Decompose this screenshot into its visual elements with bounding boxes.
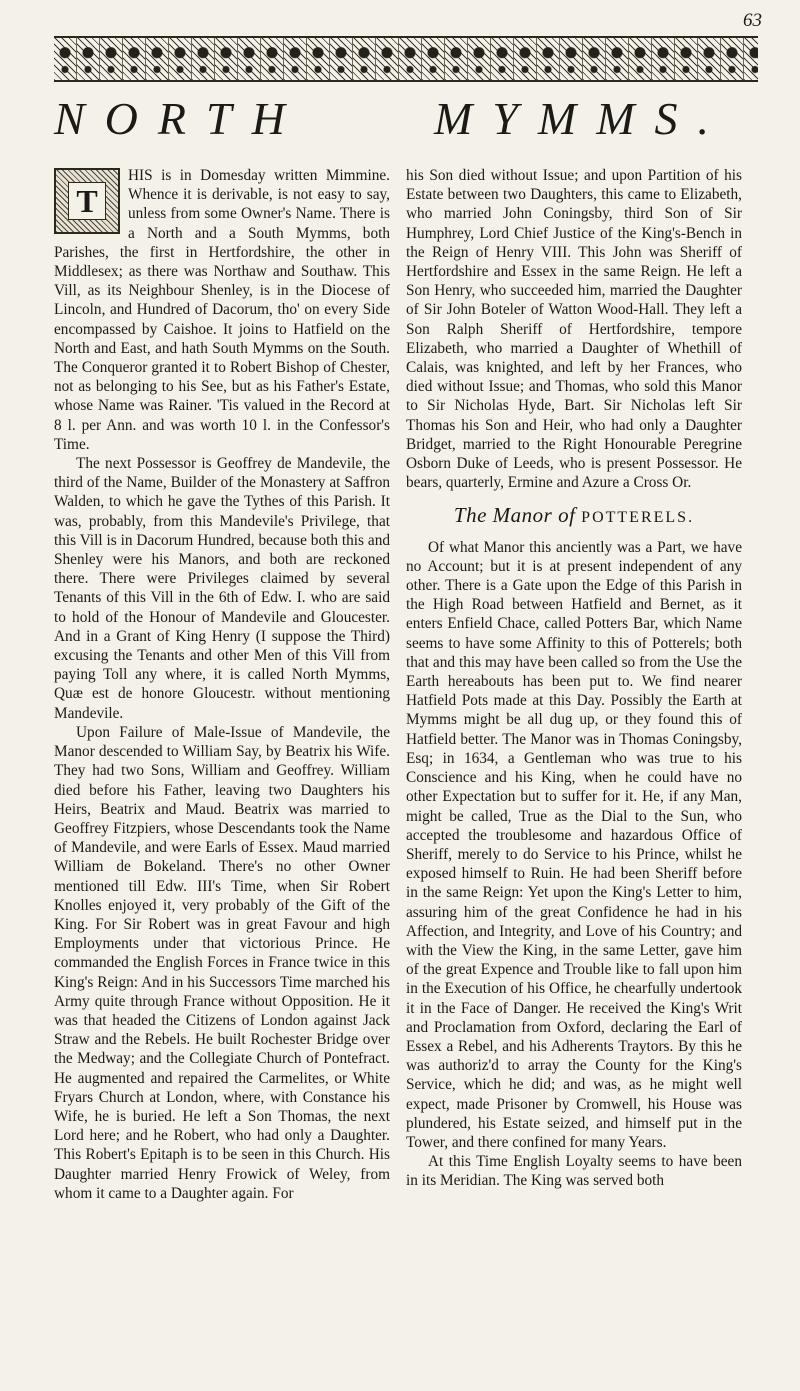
ornament-tile bbox=[652, 38, 675, 80]
ornament-tile bbox=[238, 38, 261, 80]
ornament-tile bbox=[307, 38, 330, 80]
ornament-tile bbox=[698, 38, 721, 80]
ornament-band bbox=[54, 36, 758, 82]
ornament-tile bbox=[261, 38, 284, 80]
ornament-tile bbox=[215, 38, 238, 80]
ornament-tile bbox=[560, 38, 583, 80]
ornament-tile bbox=[468, 38, 491, 80]
page-number: 63 bbox=[743, 10, 762, 31]
paragraph: Upon Failure of Male-Issue of Mandevile, the Manor descended to William Say, by Beatrix his Wife. They had two Sons, William and Geoffrey. William died before his Father, leaving two Daughters his Heirs, Beatrix and Maud. Beatrix was married to Geoffrey Fitzpiers, whose Descendants took the Name of Mandevile, and were Earls of Essex. Maud married William de Bokeland. There's no other Owner mentioned till Edw. III's Time, when Sir Robert Knolles enjoyed it, very probably of the Gift of the King. For Sir Robert was in great Favour and high Employments under that victorious Prince. He commanded the English Forces in France twice in this King's Reign: And in his Successors Time marched his Army quite through France without Opposition. He it was that headed the Citizens of London against Jack Straw and the Rebels. He built Rochester Bridge over the Medway; and the Collegiate Church of Pontefract. He augmented and repaired the Carmelites, or White Fryars Church at London, where, with Constance his Wife, he is buried. He left a Son Thomas, the next Lord here; and he Robert, who had only a Daughter. This Robert's Epitaph is to be seen in this Church. His Daughter married Henry Frowick of Weley, from whom it came to a Daughter again. For bbox=[54, 723, 390, 1202]
ornament-tile bbox=[330, 38, 353, 80]
ornament-tile bbox=[77, 38, 100, 80]
ornament-tile bbox=[169, 38, 192, 80]
paragraph: The next Possessor is Geoffrey de Mandevile, the third of the Name, Builder of the Monastery at Saffron Walden, to which he gave the Tythes of this Parish. It was, probably, from this Mandevile's Privilege, that this Vill is in Dacorum Hundred, because both this and Shenley were his Manors, and both are reckoned there. There were Privileges claimed by several Tenants of this Vill in the 6th of Edw. I. who are said to hold of the Honour of Mandevile and Gloucester. And in a Grant of King Henry (I suppose the Third) excusing the Tenants and other Men of this Vill from paying Toll any where, it is called North Mymms, Quæ est de honore Gloucestr. without mentioning Mandevile. bbox=[54, 455, 390, 722]
drop-initial-ornament bbox=[54, 168, 120, 234]
ornament-tile bbox=[675, 38, 698, 80]
running-head-right: MYMMS. bbox=[434, 93, 730, 144]
paragraph: Of what Manor this anciently was a Part, we have no Account; but it is at present independent of any other. There is a Gate upon the Edge of this Parish in the High Road between Hatfield and Bernet, as it enters Enfield Chace, called Potters Bar, which Name seems to have some Affinity to this of Potterels; both that and this may have been called so from the Use the Earth hereabouts has been put to. We find nearer Hatfield Pots made at this Day. Possibly the Earth at Mymms might be all dug up, or they found this of Hatfield better. The Manor was in Thomas Coningsby, Esq; in 1634, a Gentleman who was true to his Conscience and his King, when he could have no other Expectation but to suffer for it. He, if any Man, might be called, True as the Dial to the Sun, who accepted the troublesome and hazardous Office of Sheriff, merely to do Service to his Prince, whilst he exposed himself to Ruin. He had been Sheriff before in the same Reign: Yet upon the King's Letter to him, assuring him of the great Confidence he had in his Affection, and Integrity, and Love of his Country; and with the View the King, in the same Letter, gave him of the great Expence and Trouble like to fall upon him in the Execution of his Office, he chearfully undertook it in the Face of Danger. He received the King's Writ and Proclamation from Oxford, declaring the Earl of Essex a Rebel, and his Adherents Traytors. By this he was authoriz'd to array the County for the King's Service, which he did; and was, as he might well expect, made Prisoner by Cromwell, his House was plundered, his Estate seized, and himself put in the Tower, and there confined for many Years. bbox=[406, 538, 742, 1151]
ornament-tile bbox=[422, 38, 445, 80]
running-head-left: NORTH bbox=[54, 93, 305, 144]
ornament-tile bbox=[744, 38, 758, 80]
ornament-tile bbox=[445, 38, 468, 80]
section-heading-prefix: The Manor of bbox=[453, 503, 576, 528]
paragraph: HIS is in Domesday written Mimmine. Whence it is derivable, is not easy to say, unless from some Owner's Name. There is a North and a South Mymms, both Parishes, the first in Hertfordshire, the other in Middlesex; as there was Northaw and Southaw. This Vill, as its Neighbour Shenley, is in the Diocese of Lincoln, and Hundred of Dacorum, tho' on every Side encompassed by Caishoe. It joins to Hatfield on the North and East, and hath South Mymms on the South. The Conqueror granted it to Robert Bishop of Chester, not as belonging to his See, but as his Father's Estate, whose Name was Rainer. 'Tis valued in the Record at 8 l. per Ann. and was worth 10 l. in the Confessor's Time. bbox=[54, 167, 390, 453]
ornament-tile bbox=[54, 38, 77, 80]
drop-initial-letter: T bbox=[68, 182, 106, 220]
ornament-tile bbox=[629, 38, 652, 80]
ornament-tile bbox=[192, 38, 215, 80]
ornament-tile bbox=[583, 38, 606, 80]
ornament-tile bbox=[284, 38, 307, 80]
left-column bbox=[54, 166, 390, 1203]
section-heading-name: POTTERELS. bbox=[581, 509, 695, 527]
right-column bbox=[406, 166, 742, 1191]
ornament-tile bbox=[514, 38, 537, 80]
ornament-tile bbox=[376, 38, 399, 80]
section-heading bbox=[406, 503, 742, 528]
ornament-tile bbox=[146, 38, 169, 80]
ornament-tile bbox=[100, 38, 123, 80]
ornament-tile bbox=[606, 38, 629, 80]
paragraph: his Son died without Issue; and upon Partition of his Estate between two Daughters, this came to Elizabeth, who married John Coningsby, third Son of Sir Humphrey, Lord Chief Justice of the King's-Bench in the Reign of Henry VIII. This John was Sheriff of Hertfordshire and Essex in the same Reign. He left a Son Henry, who succeeded him, married the Daughter of Sir John Boteler of Watton Wood-Hall. They left a Son Ralph Sheriff of Hertfordshire, tempore Elizabeth, who married a Daughter of Whethill of Calais, was knighted, and left by her Frances, who died without Issue; and Thomas, who sold this Manor to Sir Nicholas Hyde, Bart. Sir Nicholas left Sir Thomas his Son and Heir, who had only a Daughter Bridget, married to the Right Honourable Peregrine Osborn Duke of Leeds, who is present Possessor. He bears, quarterly, Ermine and Azure a Cross Or. bbox=[406, 167, 742, 492]
ornament-tile bbox=[537, 38, 560, 80]
ornament-tile bbox=[399, 38, 422, 80]
ornament-tile bbox=[491, 38, 514, 80]
ornament-tile bbox=[353, 38, 376, 80]
ornament-tile bbox=[123, 38, 146, 80]
paragraph: At this Time English Loyalty seems to have been in its Meridian. The King was served both bbox=[406, 1153, 742, 1190]
ornament-tile bbox=[721, 38, 744, 80]
